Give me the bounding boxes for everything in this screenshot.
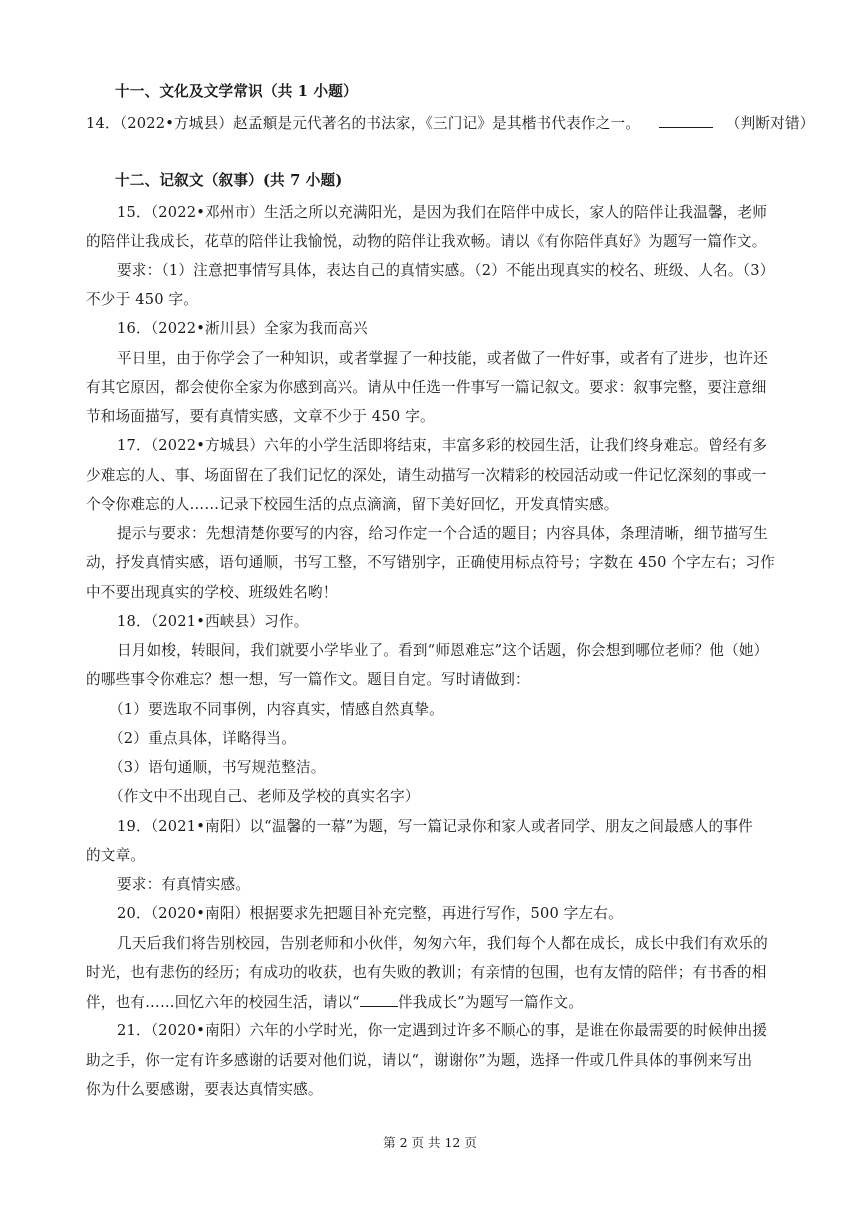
question-18-line: 日月如梭，转眼间，我们就要小学毕业了。看到“师恩难忘”这个话题，你会想到哪位老师？他（她） bbox=[117, 642, 769, 659]
section-heading-11: 十一、文化及文学常识（共 1 小题） bbox=[115, 83, 358, 100]
question-15-line: 不少于 450 字。 bbox=[86, 291, 199, 308]
question-17-line: 个令你难忘的人……记录下校园生活的点点滴滴，留下美好回忆，开发真情实感。 bbox=[86, 496, 619, 513]
question-16-line: 平日里，由于你学会了一种知识，或者掌握了一种技能，或者做了一件好事，或者有了进步，也许还 bbox=[117, 350, 768, 367]
question-16-title: 16．（2022•淅川县）全家为我而高兴 bbox=[117, 320, 368, 337]
question-19-requirement: 要求：有真情实感。 bbox=[117, 876, 251, 893]
question-16-line: 节和场面描写，要有真情实感，文章不少于 450 字。 bbox=[86, 408, 435, 425]
question-20-title: 20．（2020•南阳）根据要求先把题目补充完整，再进行写作，500 字左右。 bbox=[117, 905, 623, 922]
question-15-line: 的陪伴让我成长，花草的陪伴让我愉悦，动物的陪伴让我欢畅。请以《有你陪伴真好》为题写一篇作文。 bbox=[86, 233, 767, 250]
page-footer: 第 2 页 共 12 页 bbox=[383, 1135, 477, 1150]
question-14-text: 14．（2022•方城县）赵孟頫是元代著名的书法家，《三门记》是其楷书代表作之一。 bbox=[86, 115, 641, 132]
question-14 bbox=[86, 113, 815, 134]
question-20-line: 时光，也有悲伤的经历；有成功的收获，也有失败的教训；有亲情的包围，也有友情的陪伴；有书香的相 bbox=[86, 964, 767, 981]
question-18-title: 18．（2021•西峡县）习作。 bbox=[117, 613, 309, 630]
question-21-line: 你为什么要感谢，要表达真情实感。 bbox=[86, 1081, 323, 1098]
section-heading-12: 十二、记叙文（叙事）(共 7 小题) bbox=[115, 172, 343, 189]
question-17-tips: 提示与要求：先想清楚你要写的内容，给习作定一个合适的题目；内容具体，条理清晰，细节描写生 bbox=[117, 525, 768, 542]
question-20-text-end: 伴我成长”为题写一篇作文。 bbox=[397, 994, 584, 1011]
question-18-item: （2）重点具体，详略得当。 bbox=[109, 730, 297, 747]
question-20-line bbox=[86, 992, 583, 1013]
question-18-item: （1）要选取不同事例，内容真实，情感自然真挚。 bbox=[109, 701, 444, 718]
question-17-tips: 动，抒发真情实感，语句通顺，书写工整，不写错别字，正确使用标点符号；字数在 450 个字左右；习作 bbox=[86, 554, 776, 571]
question-20-text: 伴，也有……回忆六年的校园生活，请以“ bbox=[86, 994, 360, 1011]
question-17-tips: 中不要出现真实的学校、班级姓名哟！ bbox=[86, 584, 338, 601]
question-18-item: （3）语句通顺，书写规范整洁。 bbox=[109, 759, 326, 776]
question-20-line: 几天后我们将告别校园，告别老师和小伙伴，匆匆六年，我们每个人都在成长，成长中我们有欢乐的 bbox=[117, 935, 768, 952]
answer-blank[interactable] bbox=[659, 113, 713, 128]
question-18-note: （作文中不出现自己、老师及学校的真实名字） bbox=[109, 788, 420, 805]
question-17-line: 17．（2022•方城县）六年的小学生活即将结束，丰富多彩的校园生活，让我们终身难忘。曾经有多 bbox=[117, 437, 768, 454]
question-15-line: 15．（2022•邓州市）生活之所以充满阳光，是因为我们在陪伴中成长，家人的陪伴让我温馨，老师 bbox=[117, 204, 768, 221]
question-21-line: 21．（2020•南阳）六年的小学时光，你一定遇到过许多不顺心的事，是谁在你最需要的时候伸出援 bbox=[117, 1022, 768, 1039]
question-19-line: 19．（2021•南阳）以“温馨的一幕”为题，写一篇记录你和家人或者同学、朋友之间最感人的事件 bbox=[117, 818, 753, 835]
question-19-line: 的文章。 bbox=[86, 847, 146, 864]
question-18-line: 的哪些事令你难忘？想一想，写一篇作文。题目自定。写时请做到： bbox=[86, 671, 530, 688]
question-17-line: 少难忘的人、事、场面留在了我们记忆的深处，请生动描写一次精彩的校园活动或一件记忆深刻的事或一 bbox=[86, 467, 767, 484]
question-16-line: 有其它原因，都会使你全家为你感到高兴。请从中任选一件事写一篇记叙文。要求：叙事完整，要注意细 bbox=[86, 379, 767, 396]
title-blank[interactable] bbox=[360, 992, 398, 1007]
question-14-suffix: （判断对错） bbox=[725, 115, 815, 132]
question-15-requirement: 要求：（1）注意把事情写具体，表达自己的真情实感。（2）不能出现真实的校名、班级、人名。（3） bbox=[117, 262, 775, 279]
question-21-line: 助之手，你一定有许多感谢的话要对他们说，请以“，谢谢你”为题，选择一件或几件具体的事例来写出 bbox=[86, 1052, 753, 1069]
